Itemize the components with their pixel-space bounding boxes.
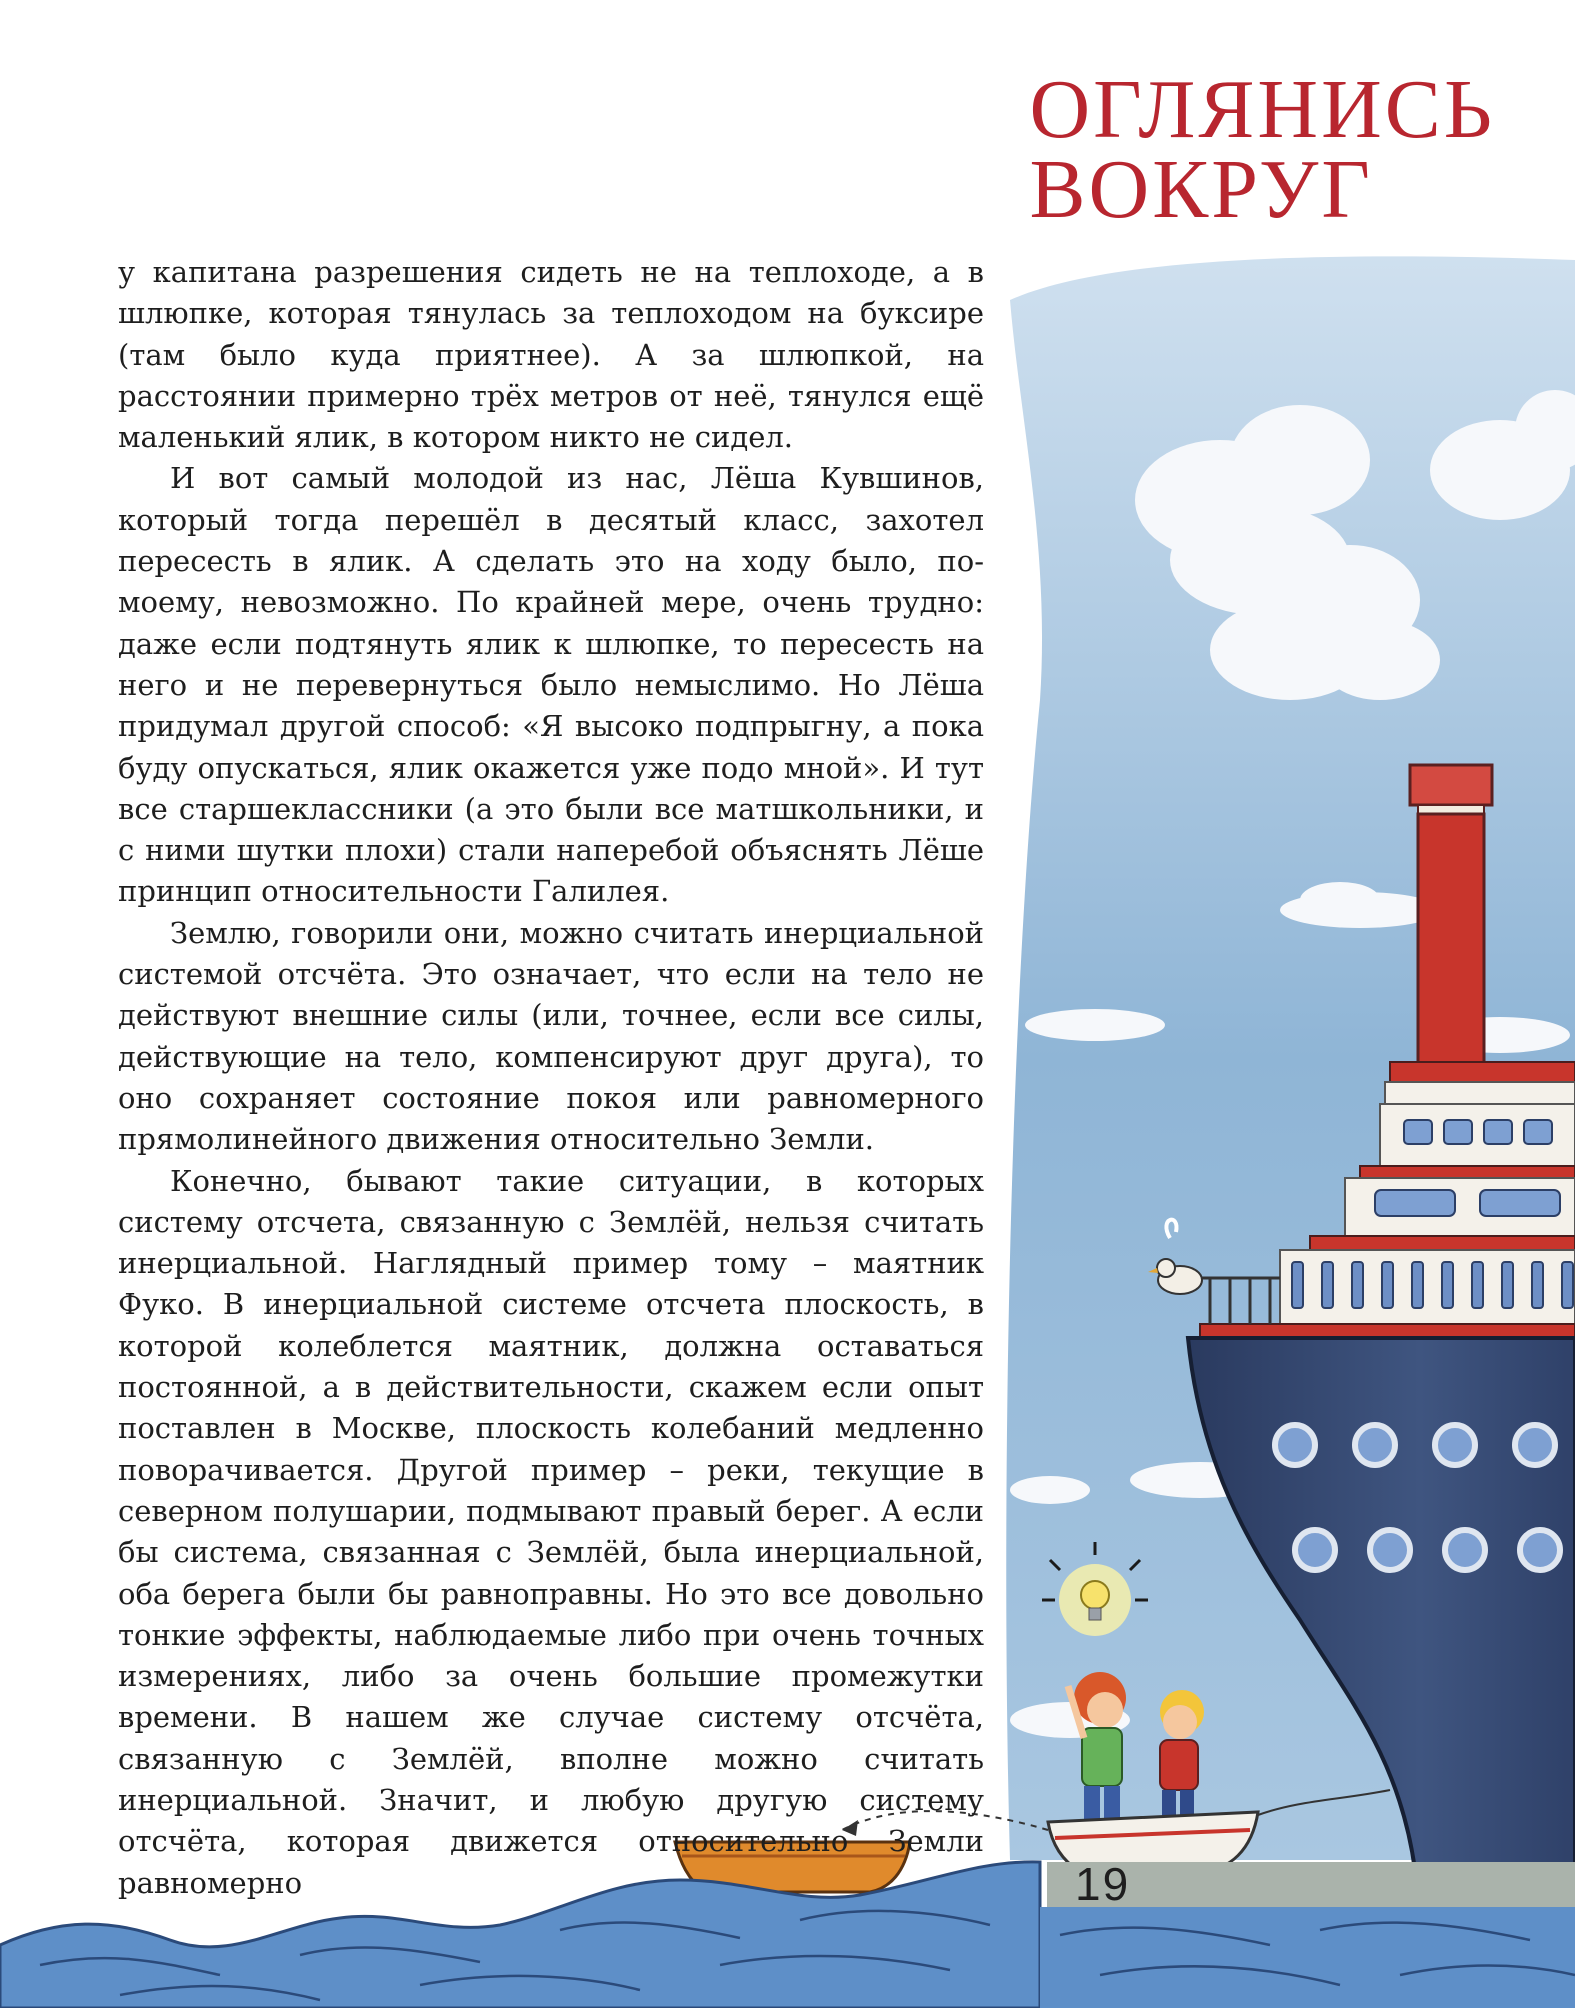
- waves-bottom: [1040, 1907, 1575, 2008]
- paragraph: Землю, говорили они, можно считать инерциальной системой отсчёта. Это означает, что если на тело не действуют внешние силы (или, точнее, если все силы, действующие на тело, компенсируют друг друга), то оно сохраняет состояние покоя или равномерного прямолинейного движения относительно Земли.: [118, 915, 984, 1157]
- ship-funnel: [1410, 765, 1492, 1064]
- paragraph: у капитана разрешения сидеть не на теплоходе, а в шлюпке, которая тянулась за теплоходом на буксире (там было куда приятнее). А за шлюпкой, на расстоянии примерно трёх метров от неё, тянулся ещё маленький ялик, в котором никто не сидел.: [118, 255, 984, 455]
- page-title-line-2: ВОКРУГ: [1029, 143, 1373, 236]
- body-text: [118, 252, 984, 1904]
- page-title-line-1: ОГЛЯНИСЬ: [1029, 63, 1495, 156]
- page-title: [1029, 63, 1496, 236]
- page-number: 19: [1075, 1858, 1131, 1910]
- paragraph: Конечно, бывают такие ситуации, в которых систему отсчета, связанную с Землёй, нельзя считать инерциальной. Наглядный пример тому – маятник Фуко. В инерциальной системе отсчета плоскость, в которой колеблется маятник, должна оставаться постоянной, а в действительности, скажем если опыт поставлен в Москве, плоскость колебаний медленно поворачивается. Другой пример – реки, текущие в северном полушарии, подмывают правый берег. А если бы система, связанная с Землёй, была инерциальной, оба берега были бы равноправны. Но это все довольно тонкие эффекты, наблюдаемые либо при очень точных измерениях, либо за очень большие промежутки времени. В нашем же случае систему отсчёта, связанную с Землёй, вполне можно считать инерциальной. Значит, и любую другую систему отсчёта, которая движется относительно Земли равномерно: [118, 1163, 984, 1900]
- paragraph: И вот самый молодой из нас, Лёша Кувшинов, который тогда перешёл в десятый класс, захотел пересесть в ялик. А сделать это на ходу было, по-моему, невозможно. По крайней мере, очень трудно: даже если подтянуть ялик к шлюпке, то пересесть на него и не перевернуться было немыслимо. Но Лёша придумал другой способ: «Я высоко подпрыгну, а пока буду опускаться, ялик окажется уже подо мной». И тут все старшеклассники (а это были все матшкольники, и с ними шутки плохи) стали наперебой объяснять Лёше принцип относительности Галилея.: [118, 461, 984, 909]
